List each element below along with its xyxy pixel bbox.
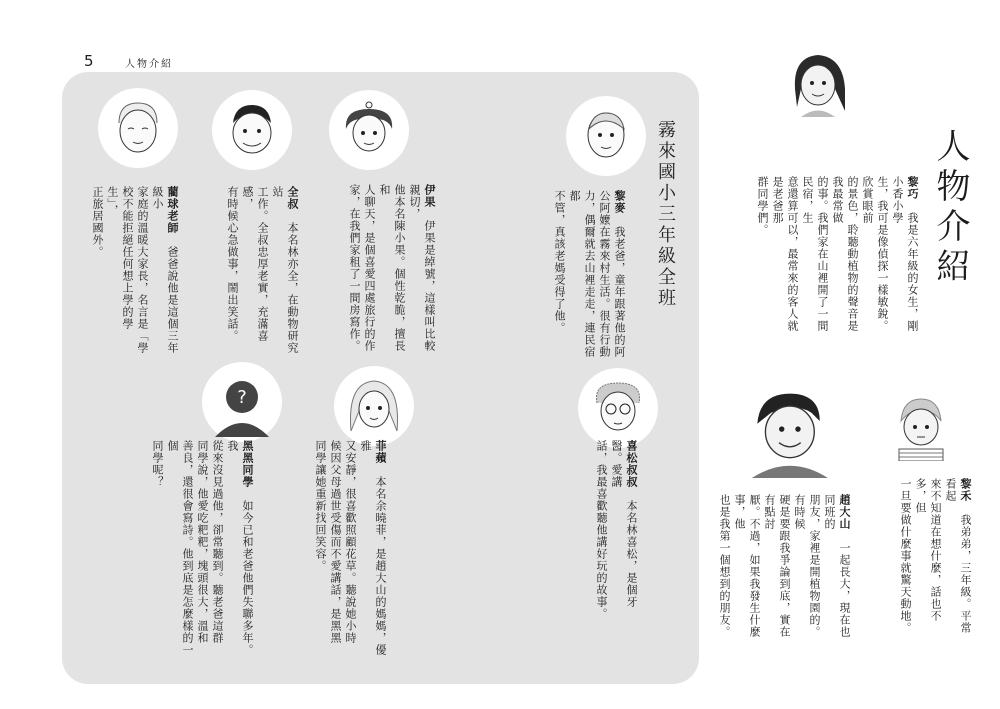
character-feiping: [313, 440, 388, 660]
character-text: 我老爸，童年跟著他的阿 公阿嬤在霧來村生活。很有行動 力，偶爾就去山裡走走，連民宿都 不管，真該老媽受得了他。: [553, 190, 626, 358]
character-lihe: [898, 478, 973, 638]
character-name: 黎麥: [613, 190, 626, 214]
character-text: 本名林喜松，是個牙醫。愛講 話，我最喜歡聽他講好玩的故事。: [595, 440, 638, 620]
character-name: 菲蘋: [374, 440, 387, 464]
girl-portrait-icon: [778, 44, 858, 124]
character-xisong: [594, 440, 639, 630]
character-lichiao: [755, 176, 920, 336]
character-name: 藺球老師: [166, 186, 179, 234]
unknown-portrait-icon: [202, 362, 282, 442]
dentist-portrait-icon: [578, 368, 658, 448]
character-teacher: [90, 186, 180, 356]
character-name: 趙大山: [838, 494, 851, 530]
character-name: 全叔: [286, 186, 299, 210]
writer-portrait-icon: [329, 90, 409, 170]
character-text: 本名林亦全，在動物研究站 工作。全叔忠厚老實，充滿喜感， 有時候心急做事，鬧出笑話。: [226, 186, 299, 354]
class-title: 霧來國小三年級全班: [655, 120, 676, 309]
page-number: 5: [84, 52, 94, 70]
character-name: 伊果: [423, 184, 436, 208]
page-title: 人物介紹: [930, 128, 970, 288]
character-yiguo: [347, 184, 437, 354]
character-quanshu: [225, 186, 300, 356]
character-limai: [552, 190, 627, 360]
father-portrait-icon: [566, 96, 646, 176]
svg-text:?: ?: [237, 387, 247, 408]
character-text: 伊果是綽號，這樣叫比較親切， 他本名陳小果。個性乾脆，擅長和 人聊天，是個喜愛四處旅行的作 家，在我們家租了一間房寫作。: [348, 184, 436, 352]
uncle-portrait-icon: [212, 90, 292, 170]
character-zhaodashan: [717, 494, 852, 644]
character-text: 爸爸說他是這個三年級小 家庭的溫暖大家長，名言是「學 校不能拒絕任何想上學的學生」， 正旅居國外。: [91, 186, 179, 354]
mother-portrait-icon: [334, 366, 414, 446]
teacher-portrait-icon: [98, 88, 178, 168]
friend-portrait-icon: [738, 380, 838, 480]
character-text: 本名余曉菲，是趙大山的媽媽，優雅 又安靜，很喜歡照顧花草。聽說她小時 候因父母過世受傷而不愛講話，是黑黑 同學讓她重新找回笑容。: [314, 440, 387, 656]
header-label: 人物介紹: [125, 59, 173, 70]
character-text: 一起長大，現在也同班的 朋友，家裡是開植物園的。有時候 硬是要跟我爭論到底，實在有點討 厭。不過，如果我發生什麼事，他 也是我第一個想到的朋友。: [718, 494, 851, 638]
character-text: 我是六年級的女生，剛小香小學 生，我可是像偵探一樣敏銳。欣賞眼前 的景色，聆聽動植物的聲音是我最常做 的事。我們家在山裡開了一間民宿，生 意還算可以，最常來的客人就是老爸那 群同學們。: [756, 176, 919, 332]
boy-portrait-icon: [880, 386, 960, 466]
character-name: 黑黑同學: [241, 440, 254, 488]
character-name: 黎巧: [906, 176, 919, 200]
character-heihei: [150, 440, 255, 665]
character-text: 如今已和老爸他們失聯多年。我 從來沒見過他，卻常聽到。聽老爸這群 同學說，他愛吃粑粑，塊頭很大，溫和 善良，還很會寫詩。他到底是怎麼樣的一個 同學呢？: [151, 440, 254, 656]
character-name: 黎禾: [959, 478, 972, 502]
character-name: 喜松叔叔: [625, 440, 638, 488]
character-text: 我弟弟，三年級。平常看起 來不知道在想什麼，話也不多，但 一旦要做什麼事就驚天動地。: [899, 478, 972, 634]
